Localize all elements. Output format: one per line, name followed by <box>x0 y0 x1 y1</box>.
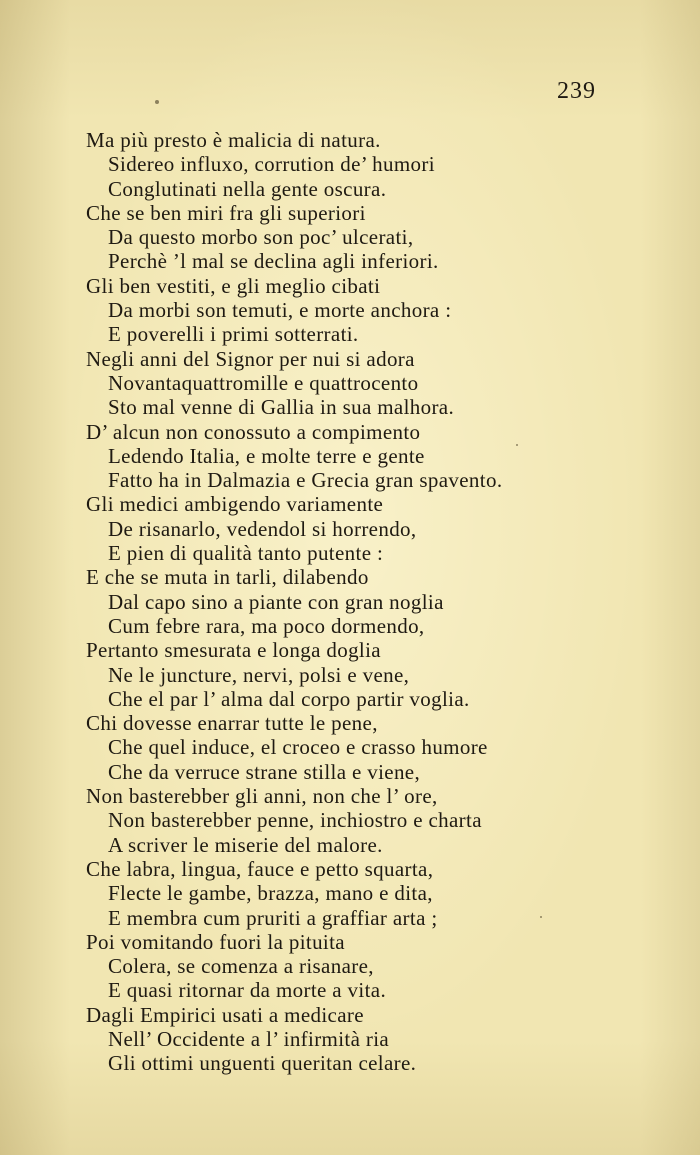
verse-line: E pien di qualità tanto putente : <box>108 541 384 566</box>
verse-line: Novantaquattromille e quattrocento <box>108 370 419 395</box>
verse-line: Che el par l’ alma dal corpo partir voglia. <box>108 686 470 711</box>
verse-line: Gli medici ambigendo variamente <box>86 492 384 517</box>
verse-line: Pertanto smesurata e longa doglia <box>86 638 381 663</box>
verse-line: Perchè ’l mal se declina agli inferiori. <box>108 249 439 274</box>
verse-line: Poi vomitando fuori la pituita <box>86 929 345 954</box>
verse-line: Da questo morbo son poc’ ulcerati, <box>108 225 414 250</box>
verse-line: De risanarlo, vedendol si horrendo, <box>108 516 417 541</box>
verse-line: Sto mal venne di Gallia in sua malhora. <box>108 395 455 420</box>
verse-line: Cum febre rara, ma poco dormendo, <box>108 613 425 638</box>
verse-line: Dagli Empirici usati a medicare <box>86 1002 364 1027</box>
verse-line: Ne le juncture, nervi, polsi e vene, <box>108 662 410 687</box>
poem-text <box>86 128 686 1076</box>
verse-line: Dal capo sino a piante con gran noglia <box>108 589 444 614</box>
verse-line: E membra cum pruriti a graffiar arta ; <box>108 905 438 930</box>
verse-line: Che se ben miri fra gli superiori <box>86 200 366 225</box>
verse-line: E che se muta in tarli, dilabendo <box>86 565 369 590</box>
verse-line: Colera, se comenza a risanare, <box>108 954 374 979</box>
verse-line: Non basterebber penne, inchiostro e charta <box>108 808 482 833</box>
verse-line: Nell’ Occidente a l’ infirmità ria <box>108 1026 390 1051</box>
page-number: 239 <box>557 78 596 104</box>
verse-line: D’ alcun non conossuto a compimento <box>86 419 421 444</box>
verse-line: Ma più presto è malicia di natura. <box>86 128 381 152</box>
verse-line: Che quel induce, el croceo e crasso humore <box>108 735 488 760</box>
verse-line: Conglutinati nella gente oscura. <box>108 176 387 201</box>
verse-line: Sidereo influxo, corrution de’ humori <box>108 152 435 177</box>
verse-line: A scriver le miserie del malore. <box>108 832 383 857</box>
verse-line: Da morbi son temuti, e morte anchora : <box>108 298 452 323</box>
ink-speck <box>155 100 159 104</box>
verse-line: Ledendo Italia, e molte terre e gente <box>108 443 425 468</box>
verse-line: Gli ben vestiti, e gli meglio cibati <box>86 273 381 298</box>
verse-line: Non basterebber gli anni, non che l’ ore, <box>86 784 438 809</box>
verse-line: Fatto ha in Dalmazia e Grecia gran spavento. <box>108 468 503 493</box>
verse-line: Che labra, lingua, fauce e petto squarta, <box>86 856 434 881</box>
verse-line: Flecte le gambe, brazza, mano e dita, <box>108 881 433 906</box>
verse-line: E poverelli i primi sotterrati. <box>108 322 359 347</box>
verse-line: Chi dovesse enarrar tutte le pene, <box>86 711 378 736</box>
verse-line: Negli anni del Signor per nui si adora <box>86 346 415 371</box>
verse-line: E quasi ritornar da morte a vita. <box>108 978 387 1003</box>
verse-line: Che da verruce strane stilla e viene, <box>108 759 421 784</box>
verse-line: Gli ottimi unguenti queritan celare. <box>108 1051 417 1076</box>
